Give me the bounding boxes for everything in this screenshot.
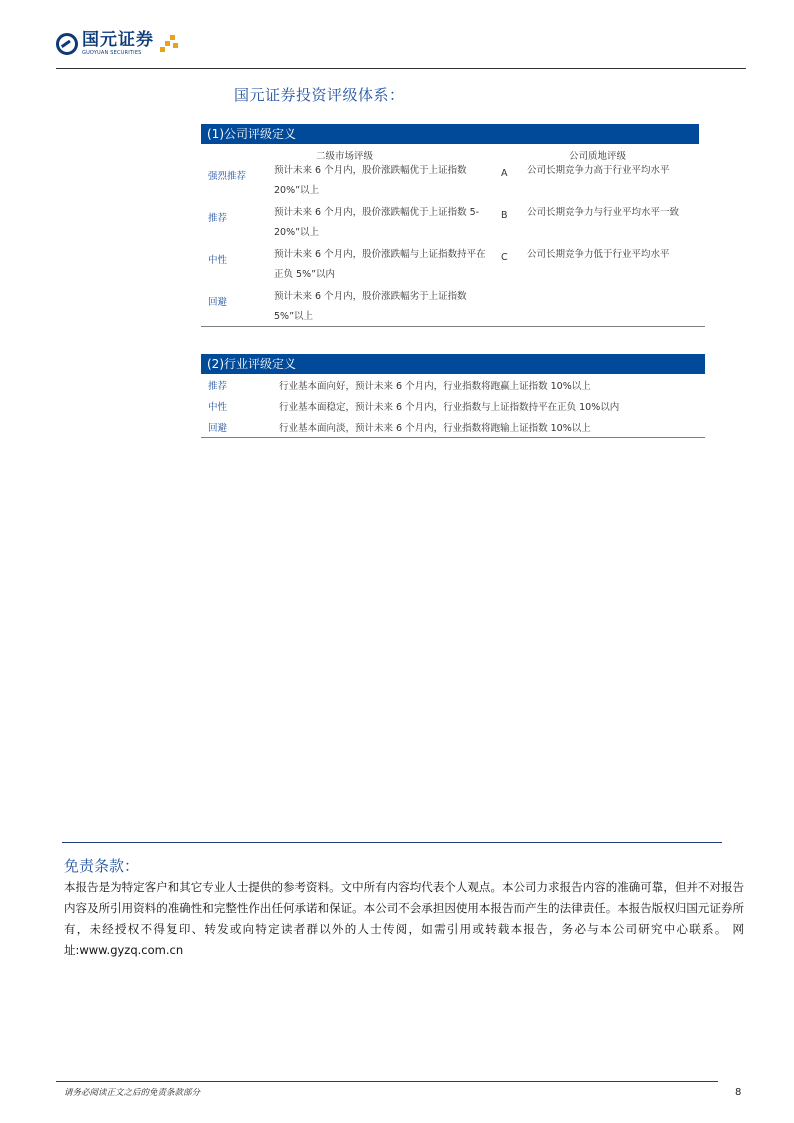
disclaimer-title: 免责条款： [64, 857, 140, 875]
disclaimer-rule [62, 842, 722, 843]
industry-table-title: (2)行业评级定义 [207, 357, 296, 371]
quality-rating-header: 公司质地评级 [569, 151, 627, 162]
rating-label: 强烈推荐 [208, 171, 247, 182]
quality-definition: 公司长期竞争力高于行业平均水平 [527, 165, 670, 176]
header-rule [56, 68, 746, 69]
table-bottom-rule [201, 437, 705, 438]
company-rating-table [201, 124, 705, 327]
table-row [201, 288, 705, 326]
market-definition: 预计未来 6 个月内，股价涨跌幅优于上证指数 20%”以上 [274, 165, 467, 196]
rating-label: 中性 [208, 255, 228, 266]
industry-table-title-bar [201, 354, 705, 374]
quality-grade: A [501, 168, 508, 179]
industry-definition: 行业基本面向淡，预计未来 6 个月内，行业指数将跑输上证指数 10%以上 [279, 423, 591, 434]
rating-label: 回避 [208, 297, 228, 308]
page-header [0, 0, 794, 70]
logo-squares-icon [158, 33, 180, 55]
table-row [201, 246, 705, 288]
market-definition: 预计未来 6 个月内，股价涨跌幅劣于上证指数 5%”以上 [274, 291, 467, 322]
quality-definition: 公司长期竞争力与行业平均水平一致 [527, 207, 680, 218]
quality-grade: B [501, 210, 508, 221]
table-row [201, 374, 705, 395]
rating-label: 推荐 [208, 213, 228, 224]
logo-brand-cn: 国元证券 [82, 30, 154, 50]
disclaimer-body: 本报告是为特定客户和其它专业人士提供的参考资料。文中所有内容均代表个人观点。本公司力求报告内容的准确可靠，但并不对报告内容及所引用资料的准确性和完整性作出任何承诺和保证。本公司不会承担因使用本报告而产生的法律责任。本报告版权归国元证券所有，未经授权不得复印、转发或向特定读者群以外的人士传阅，如需引用或转载本报告，务必与本公司研究中心联系。 网址:www.gyzq.com.cn [64, 880, 744, 957]
quality-grade: C [501, 252, 508, 263]
company-table-header [201, 144, 705, 162]
table-row [201, 416, 705, 437]
rating-label: 回避 [208, 423, 228, 434]
industry-definition: 行业基本面稳定，预计未来 6 个月内，行业指数与上证指数持平在正负 10%以内 [279, 402, 620, 413]
industry-definition: 行业基本面向好，预计未来 6 个月内，行业指数将跑赢上证指数 10%以上 [279, 381, 591, 392]
company-table-title-bar [201, 124, 705, 144]
rating-label: 中性 [208, 402, 228, 413]
table-row [201, 162, 705, 204]
section-title: 国元证券投资评级体系： [234, 86, 405, 104]
market-definition: 预计未来 6 个月内，股价涨跌幅优于上证指数 5-20%”以上 [274, 207, 480, 238]
table-row [201, 395, 705, 416]
industry-rating-table [201, 354, 705, 438]
company-logo [56, 31, 180, 57]
company-table-title: (1)公司评级定义 [207, 127, 296, 141]
page-number: 8 [735, 1087, 742, 1098]
market-rating-header: 二级市场评级 [316, 151, 374, 162]
market-definition: 预计未来 6 个月内，股价涨跌幅与上证指数持平在正负 5%”以内 [274, 249, 486, 280]
logo-emblem-icon [56, 33, 78, 55]
rating-label: 推荐 [208, 381, 228, 392]
quality-definition: 公司长期竞争力低于行业平均水平 [527, 249, 670, 260]
logo-brand-en: GUOYUAN SECURITIES [82, 50, 142, 56]
footer-note: 请务必阅读正文之后的免责条款部分 [64, 1088, 201, 1098]
table-row [201, 204, 705, 246]
footer-rule [56, 1081, 718, 1082]
